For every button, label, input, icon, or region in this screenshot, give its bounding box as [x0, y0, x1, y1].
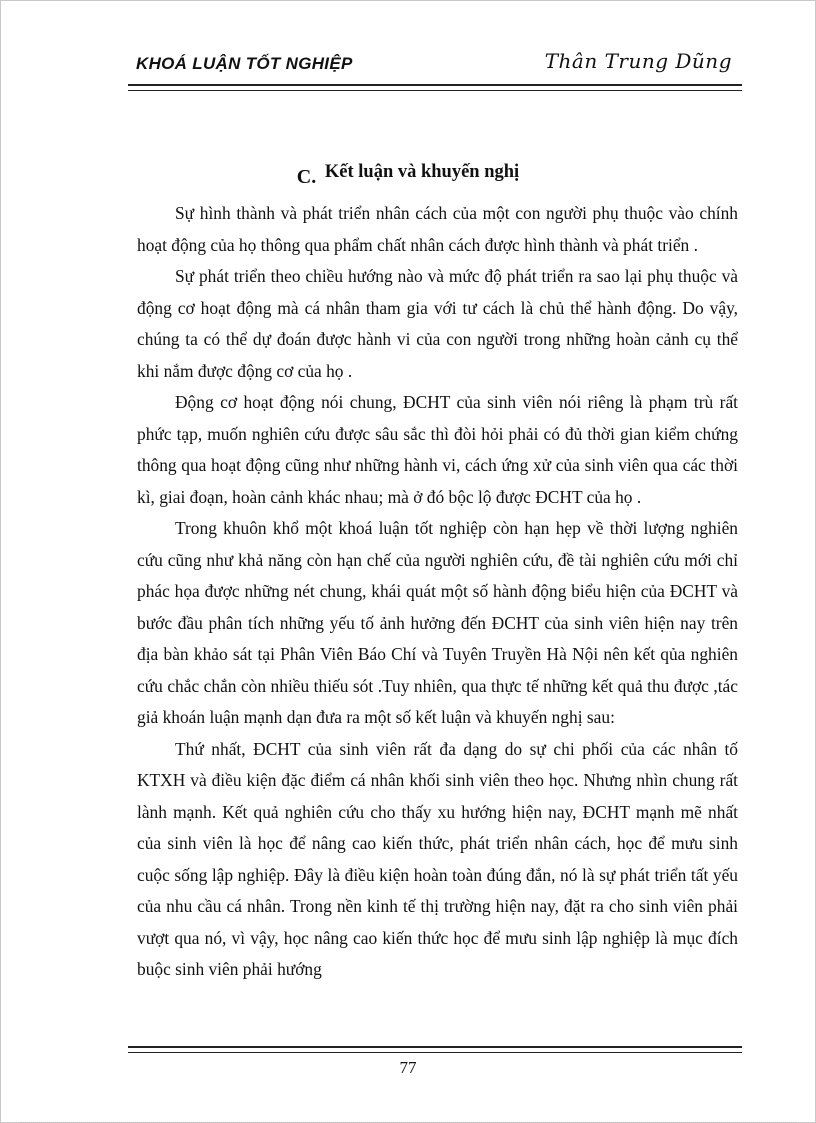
paragraph: Sự phát triển theo chiều hướng nào và mức độ phát triển ra sao lại phụ thuộc và động cơ hoạt động mà cá nhân tham gia với tư cách là chủ thể hành động. Do vậy, chúng ta có thể dự đoán được hành vi của con người trong những hoàn cảnh cụ thể khi nắm được động cơ của họ . — [137, 266, 738, 381]
header-rule — [128, 84, 742, 91]
paragraph: Động cơ hoạt động nói chung, ĐCHT của sinh viên nói riêng là phạm trù rất phức tạp, muốn nghiên cứu được sâu sắc thì đòi hỏi phải có đủ thời gian kiểm chứng thông qua hoạt động cũng như những hành vi, cách ứng xử của sinh viên qua các thời kì, giai đoạn, hoàn cảnh khác nhau; mà ở đó bộc lộ được ĐCHT của họ . — [137, 392, 738, 507]
page-number: 77 — [399, 1058, 417, 1077]
header-author: Thân Trung Dũng — [544, 49, 732, 73]
paragraph: Trong khuôn khổ một khoá luận tốt nghiệp còn hạn hẹp về thời lượng nghiên cứu cũng như khả năng còn hạn chế của người nghiên cứu, đề tài nghiên cứu mới chỉ phác họa được những nét chung, khái quát một số hành động biểu hiện của ĐCHT và bước đầu phân tích những yếu tố ảnh hưởng đến ĐCHT của sinh viên hiện nay trên địa bàn khảo sát tại Phân Viên Báo Chí và Tuyên Truyền Hà Nội nên kết qủa nghiên cứu chắc chắn còn nhiều thiếu sót .Tuy nhiên, qua thực tế những kết quả thu được ,tác giả khoán luận mạnh dạn đưa ra một số kết luận và khuyến nghị sau: — [137, 518, 738, 727]
section-number: C. — [296, 166, 317, 188]
paragraph: Thứ nhất, ĐCHT của sinh viên rất đa dạng do sự chi phối của các nhân tố KTXH và điều kiện đặc điểm cá nhân khối sinh viên theo học. Nhưng nhìn chung rất lành mạnh. Kết quả nghiên cứu cho thấy xu hướng hiện nay, ĐCHT mạnh mẽ nhất của sinh viên là học để nâng cao kiến thức, phát triển nhân cách, học để mưu sinh cuộc sống lập nghiệp. Đây là điều kiện hoàn toàn đúng đắn, nó là sự phát triển tất yếu của nhu cầu cá nhân. Trong nền kinh tế thị trường hiện nay, đặt ra cho sinh viên phải vượt qua nó, vì vậy, học nâng cao kiến thức học để mưu sinh lập nghiệp là mục đích buộc sinh viên phải hướng — [137, 738, 738, 979]
section-title: Kết luận và khuyến nghị — [324, 162, 520, 182]
paragraph: Sự hình thành và phát triển nhân cách của một con người phụ thuộc vào chính hoạt động của họ thông qua phẩm chất nhân cách được hình thành và phát triển . — [137, 203, 738, 255]
body-text — [137, 198, 738, 986]
footer-rule — [128, 1046, 742, 1053]
header-title: KHOÁ LUẬN TỐT NGHIỆP — [136, 54, 353, 73]
page-header — [128, 40, 742, 84]
section-heading — [0, 160, 816, 188]
